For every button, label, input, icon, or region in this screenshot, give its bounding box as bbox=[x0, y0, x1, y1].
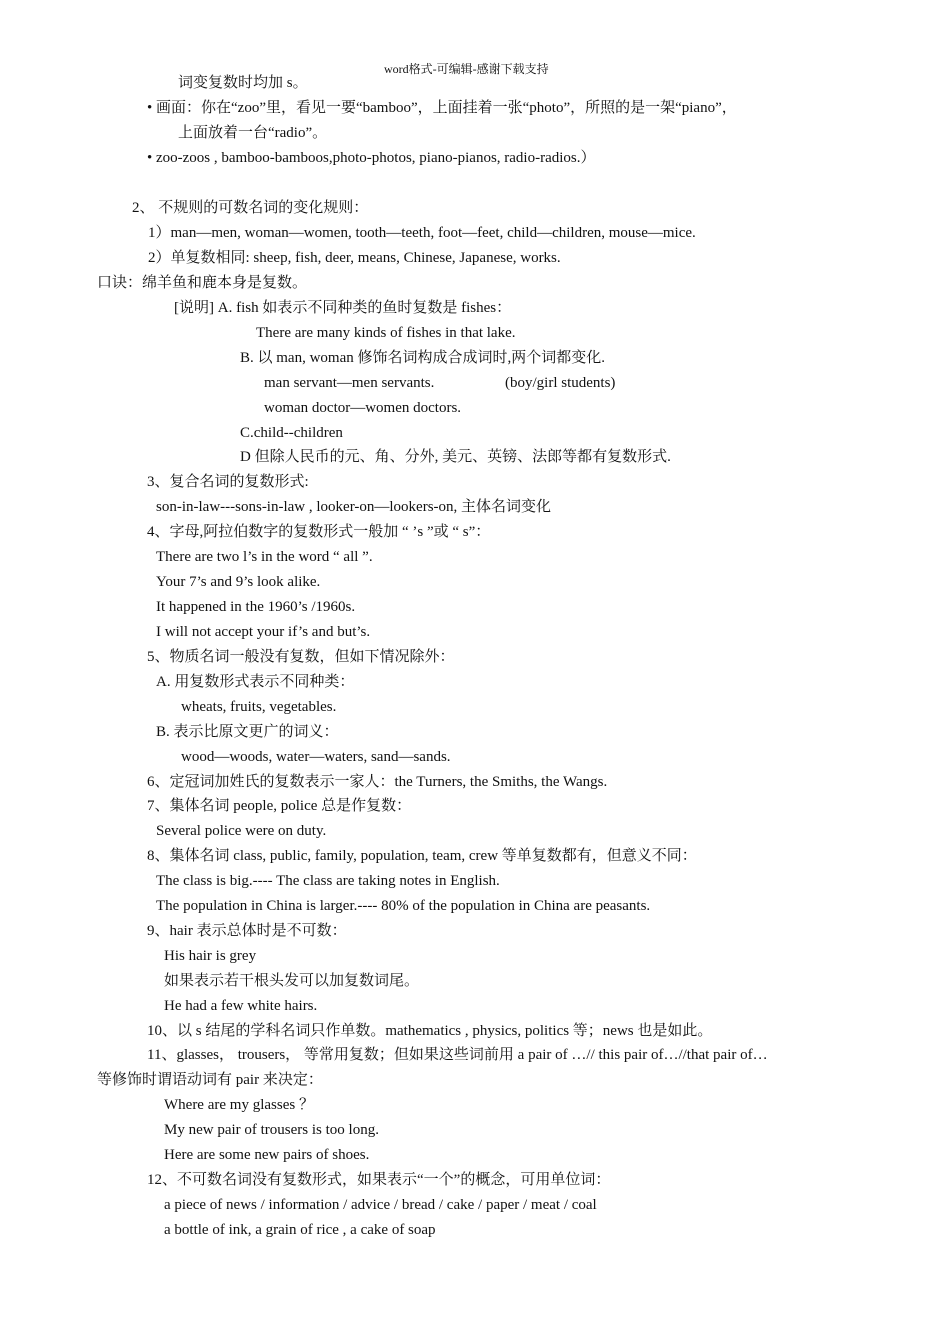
section-heading: 3、复合名词的复数形式: bbox=[147, 474, 309, 490]
text-line: The class is big.---- The class are taking notes in English. bbox=[156, 873, 500, 889]
text-line: woman doctor—women doctors. bbox=[264, 400, 462, 416]
text-line: son-in-law---sons-in-law , looker-on—lookers-on, 主体名词变化 bbox=[156, 499, 552, 515]
section-heading: 5、物质名词一般没有复数，但如下情况除外： bbox=[147, 649, 455, 665]
bullet-line: • zoo-zoos , bamboo-bamboos,photo-photos, piano-pianos, radio-radios.） bbox=[147, 150, 596, 166]
text-line: D 但除人民币的元、角、分外, 美元、英镑、法郎等都有复数形式. bbox=[240, 449, 671, 465]
text-line: His hair is grey bbox=[164, 948, 257, 964]
section-heading: 6、定冠词加姓氏的复数表示一家人：the Turners, the Smiths, the Wangs. bbox=[147, 774, 608, 790]
text-line: There are two l’s in the word “ all ”. bbox=[156, 549, 373, 565]
text-line: There are many kinds of fishes in that lake. bbox=[256, 325, 516, 341]
section-heading: 4、字母,阿拉伯数字的复数形式一般加 “ ’s ”或 “ s”： bbox=[147, 524, 491, 540]
text-line: Several police were on duty. bbox=[156, 823, 327, 839]
text-line: 2）单复数相同: sheep, fish, deer, means, Chinese, Japanese, works. bbox=[148, 250, 561, 266]
text-line: wheats, fruits, vegetables. bbox=[181, 699, 337, 715]
text-line: C.child--children bbox=[240, 425, 343, 441]
text-line: B. 以 man, woman 修饰名词构成合成词时,两个词都变化. bbox=[240, 350, 605, 366]
text-line: 1）man—men, woman—women, tooth—teeth, foot—feet, child—children, mouse—mice. bbox=[148, 225, 696, 241]
text-line: Your 7’s and 9’s look alike. bbox=[156, 574, 321, 590]
section-heading: 11、glasses， trousers， 等常用复数；但如果这些词前用 a pair of …// this pair of…//that pair of… bbox=[147, 1047, 768, 1063]
text-line: a bottle of ink, a grain of rice , a cake of soap bbox=[164, 1222, 436, 1238]
text-line: I will not accept your if’s and but’s. bbox=[156, 624, 371, 640]
text-line: man servant—men servants. bbox=[264, 375, 435, 391]
section-heading: 2、 不规则的可数名词的变化规则： bbox=[132, 200, 369, 216]
section-heading: 12、不可数名词没有复数形式，如果表示“一个”的概念，可用单位词： bbox=[147, 1172, 611, 1188]
text-line: He had a few white hairs. bbox=[164, 998, 318, 1014]
text-line: (boy/girl students) bbox=[505, 375, 616, 391]
section-heading: 7、集体名词 people, police 总是作复数： bbox=[147, 798, 412, 814]
text-line: wood—woods, water—waters, sand—sands. bbox=[181, 749, 451, 765]
text-line: [说明] A. fish 如表示不同种类的鱼时复数是 fishes： bbox=[174, 300, 512, 316]
text-line: My new pair of trousers is too long. bbox=[164, 1122, 379, 1138]
text-line: Where are my glasses ？ bbox=[164, 1097, 314, 1113]
text-line: 口诀：绵羊鱼和鹿本身是复数。 bbox=[97, 275, 308, 291]
text-line: 如果表示若干根头发可以加复数词尾。 bbox=[164, 973, 420, 989]
text-line: A. 用复数形式表示不同种类： bbox=[156, 674, 355, 690]
text-line: 等修饰时谓语动词有 pair 来决定： bbox=[97, 1072, 323, 1088]
text-line: 上面放着一台“radio”。 bbox=[178, 125, 328, 141]
section-heading: 9、hair 表示总体时是不可数： bbox=[147, 923, 347, 939]
section-heading: 10、以 s 结尾的学科名词只作单数。mathematics , physics, politics 等；news 也是如此。 bbox=[147, 1023, 713, 1039]
section-heading: 8、集体名词 class, public, family, population, team, crew 等单复数都有，但意义不同： bbox=[147, 848, 697, 864]
text-line: The population in China is larger.---- 80% of the population in China are peasants. bbox=[156, 898, 651, 914]
bullet-line: • 画面：你在“zoo”里，看见一要“bamboo”，上面挂着一张“photo”，所照的是一架“piano”， bbox=[147, 100, 737, 116]
page-header: word格式-可编辑-感谢下载支持 bbox=[384, 62, 549, 76]
text-line: It happened in the 1960’s /1960s. bbox=[156, 599, 356, 615]
text-line: a piece of news / information / advice / bread / cake / paper / meat / coal bbox=[164, 1197, 597, 1213]
text-line: Here are some new pairs of shoes. bbox=[164, 1147, 370, 1163]
text-line: 词变复数时均加 s。 bbox=[178, 75, 308, 91]
text-line: B. 表示比原文更广的词义： bbox=[156, 724, 339, 740]
